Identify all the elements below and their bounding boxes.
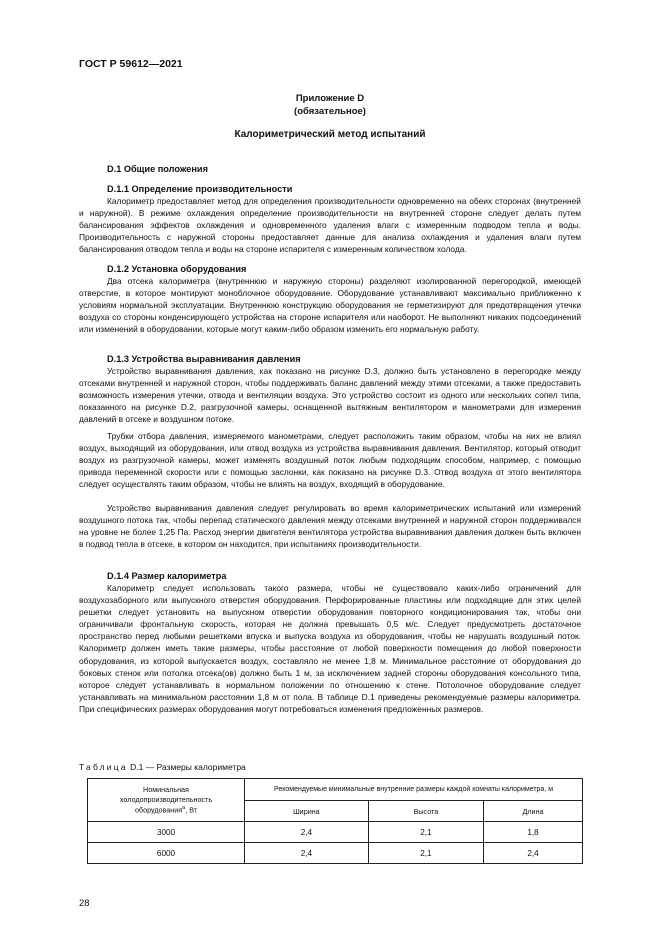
table-cell: 2,4 [245,843,369,864]
appendix-subtitle: (обязательное) [294,106,366,117]
table-cell: 2,4 [245,822,369,843]
table-row [88,843,583,864]
appendix-title: Приложение D [295,93,365,104]
heading-d1-4: D.1.4 Размер калориметра [107,571,227,581]
calorimeter-dimensions-table [87,778,583,864]
heading-d1: D.1 Общие положения [107,164,208,174]
table-cell: 2,4 [484,843,583,864]
paragraph-d1-3-a: Устройство выравнивания давления, как показано на рисунке D.3, должно быть установлено в перегородке между отсеками внутренней и наружной сторон, чтобы поддерживать баланс давлений между этими отсеками, а также предоставить возможность измерения утечки, отвода и вентиляции воздуха. Это устройство состоит из одного или нескольких сопел типа, показанного на рисунке D.2, разгрузочной камеры, оснащенной вытяжным вентилятором и манометрами для измерения давлений в отсеке и воздушном потоке. [79,366,581,425]
table-cell: 2,1 [368,843,483,864]
page-number: 28 [79,898,90,909]
section-title: Калориметрический метод испытаний [234,129,426,140]
document-standard-header: ГОСТ Р 59612—2021 [79,58,183,70]
table-caption [79,762,246,772]
table-caption-word: Таблица [79,762,128,772]
table-caption-text: D.1 — Размеры калориметра [130,762,246,772]
heading-d1-1: D.1.1 Определение производительности [107,184,293,194]
paragraph-d1-3-c: Устройство выравнивания давления следует регулировать во время калориметрических испытаний или измерений воздушного потока так, чтобы перепад статического давления между отсеками внутренней и наружной сторон поддерживался на уровне не более 1,25 Па. Расход энергии двигателя вентилятора устройства выравнивания давления должен быть включен в подвод тепла в отсеке, в котором он находится, при испытаниях производительности. [79,503,581,550]
paragraph-d1-4: Калориметр следует использовать такого размера, чтобы не существовало каких-либо ограничений для воздухозаборного или выпускного отверстия оборудования. Перфорированные пластины или подходящие для этих целей решетки следует установить на выпускном отверстии оборудования повторного кондиционирования так, чтобы они ограничивали фронтальную скорость, которая не должна превышать 0,5 м/с. Следует предусмотреть достаточное пространство перед любыми решетками впуска и выпуска воздуха из оборудования, чтобы не нарушать воздушный поток. Калориметр должен иметь такие размеры, чтобы расстояние от любой поверхности помещения до любой поверхности оборудования, из которой выпускается воздух, составляло не менее 1,8 м. Минимальное расстояние от оборудования до боковых стенок или потолка отсека(ов) должно быть 1 м, за исключением задней стороны оборудования консольного типа, которое следует устанавливать в нормальном положении по отношению к стене. Потолочное оборудование следует устанавливать на минимальном расстоянии 1,8 м от пола. В таблице D.1 приведены рекомендуемые размеры калориметра. При специфических размерах оборудования могут потребоваться изменения предложенных размеров. [79,583,581,714]
table-cell: 3000 [88,822,245,843]
paragraph-d1-1: Калориметр предоставляет метод для определения производительности одновременно на обеих сторонах (внутренней и наружной). В режиме охлаждения определение производительности на внутренней стороне следует делать путем балансирования эффектов охлаждения и одновременного удаления влаги с измеренным подводом тепла и воды. Производительность с наружной стороны предоставляет данные для анализа охлаждения и удаления влаги путем балансирования отводом тепла и воды на стороне испарителя с измеренным количеством холода. [79,196,581,255]
column-header-height: Высота [368,801,483,822]
heading-d1-2: D.1.2 Установка оборудования [107,264,247,274]
column-header-width: Ширина [245,801,369,822]
table-row [88,822,583,843]
paragraph-d1-2: Два отсека калориметра (внутреннюю и наружную стороны) разделяют изолированной перегородкой, имеющей отверстие, в которое монтируют моноблочное оборудование. Оборудование устанавливают максимально приближенно к условиям нормальной эксплуатации. Внутреннюю конструкцию оборудования не герметизируют для предотвращения утечки воздуха со стороны конденсирующего устройства на стороне испарителя или наоборот. Не выполняют никаких подсоединений или изменений в оборудовании, которые могут каким-либо образом изменить его нормальную работу. [79,276,581,335]
table-cell: 2,1 [368,822,483,843]
heading-d1-3: D.1.3 Устройства выравнивания давления [107,354,301,364]
group-header-dimensions: Рекомендуемые минимальные внутренние размеры каждой комнаты калориметра, м [245,779,583,801]
table-cell: 1,8 [484,822,583,843]
column-header-capacity: Номинальная холодопроизводительность оборудования$^а$, Вт [88,779,245,822]
paragraph-d1-3-b: Трубки отбора давления, измеряемого манометрами, следует расположить таким образом, чтобы на них не влиял воздух, выходящий из оборудования, или отвод воздуха из устройства выравнивания давления. Вентилятор, который отводит воздух из разгрузочной камеры, может изменять воздушный поток любым подходящим способом, например, с помощью привода переменной скорости или с помощью заслонки, как показано на рисунке D.3. Отвод воздуха от этого вентилятора следует осуществлять таким образом, чтобы не влиять на воздух, входящий в оборудование. [79,431,581,490]
column-header-length: Длина [484,801,583,822]
footnote-marker: а [182,805,186,811]
table-cell: 6000 [88,843,245,864]
